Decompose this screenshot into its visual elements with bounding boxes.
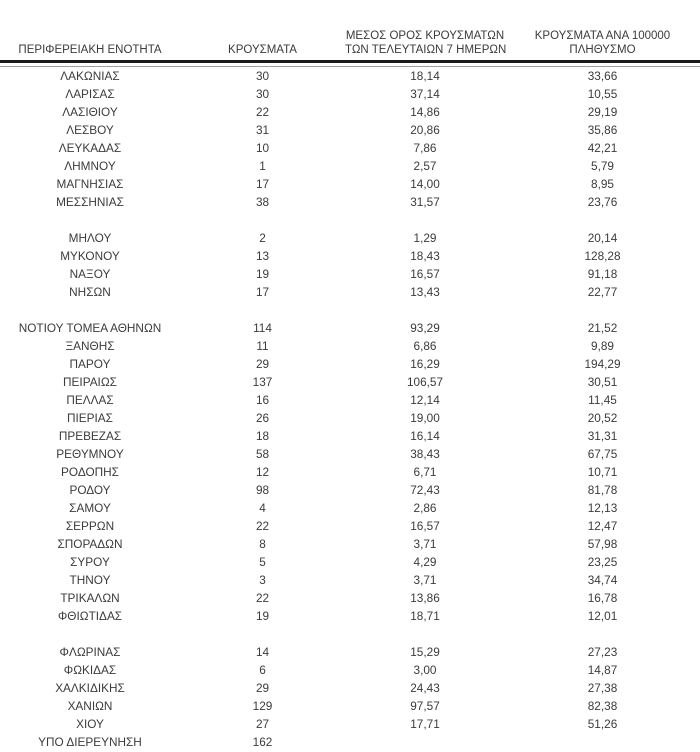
per100k-value: 9,89 [591,339,614,353]
avg7-value: 106,57 [406,375,444,389]
per100k-value: 91,18 [587,267,618,281]
avg7-value: 2,57 [413,159,437,173]
cases-value: 12 [255,465,270,479]
table-row [0,607,700,625]
avg7-value: 2,86 [413,501,437,515]
cases-value: 8 [259,537,266,551]
cases-value: 129 [252,699,273,713]
header-per-100k-line1: ΚΡΟΥΣΜΑΤΑ ΑΝΑ 100000 [534,30,671,42]
region-name: ΜΕΣΣΗΝΙΑΣ [56,195,124,209]
cases-value: 2 [259,231,266,245]
avg7-value: 24,43 [410,681,440,695]
table-row [0,337,700,355]
cases-value: 19 [255,609,270,623]
avg7-value: 12,14 [410,393,440,407]
region-name: ΣΥΡΟΥ [70,555,110,569]
region-name: ΠΙΕΡΙΑΣ [67,411,113,425]
table-row [0,67,700,85]
per100k-value: 67,75 [587,447,618,461]
region-name: ΛΕΥΚΑΔΑΣ [58,141,122,155]
region-name: ΣΑΜΟΥ [69,501,111,515]
per100k-value: 82,38 [587,699,618,713]
cases-value: 18 [255,429,270,443]
avg7-value: 3,71 [413,573,437,587]
region-name: ΣΕΡΡΩΝ [65,519,115,533]
header-cases-label: ΚΡΟΥΣΜΑΤΑ [228,43,297,56]
avg7-value: 6,86 [413,339,437,353]
per100k-value: 12,13 [587,501,618,515]
cases-value: 98 [255,483,270,497]
per100k-value: 21,52 [587,321,618,335]
cases-value: 30 [255,69,270,83]
avg7-value: 18,43 [410,249,440,263]
table-row [0,571,700,589]
cases-value: 16 [255,393,270,407]
avg7-value: 15,29 [410,645,440,659]
avg7-value: 18,14 [410,69,440,83]
region-name: ΤΗΝΟΥ [69,573,111,587]
header-regional-unit-label: ΠΕΡΙΦΕΡΕΙΑΚΗ ΕΝΟΤΗΤΑ [18,43,162,56]
avg7-value: 17,71 [410,717,440,731]
avg7-value: 97,57 [410,699,440,713]
cases-value: 22 [255,105,270,119]
region-name: ΝΗΣΩΝ [69,285,111,299]
per100k-value: 30,51 [587,375,618,389]
cases-value: 10 [255,141,270,155]
cases-value: 17 [255,177,270,191]
per100k-value: 42,21 [587,141,618,155]
region-name: ΣΠΟΡΑΔΩΝ [57,537,123,551]
table-row [0,715,700,733]
avg7-value: 19,00 [410,411,440,425]
table-row [0,661,700,679]
cases-value: 30 [255,87,270,101]
header-avg-7day [345,30,505,60]
spacer-row [0,211,700,229]
avg7-value: 14,00 [410,177,440,191]
cases-value: 3 [259,573,266,587]
table-row [0,121,700,139]
table-row [0,355,700,373]
cases-value: 4 [259,501,266,515]
region-name: ΥΠΟ ΔΙΕΡΕΥΝΗΣΗ [38,735,142,749]
region-name: ΜΑΓΝΗΣΙΑΣ [56,177,124,191]
region-name: ΛΑΡΙΣΑΣ [65,87,115,101]
header-rule [0,60,700,67]
region-name: ΝΑΞΟΥ [69,267,111,281]
per100k-value: 51,26 [587,717,618,731]
per100k-value: 8,95 [591,177,614,191]
avg7-value: 72,43 [410,483,440,497]
table-body [0,67,700,751]
table-row [0,445,700,463]
region-name: ΜΥΚΟΝΟΥ [60,249,120,263]
region-name: ΧΑΛΚΙΔΙΚΗΣ [55,681,125,695]
region-name: ΛΑΚΩΝΙΑΣ [60,69,120,83]
per100k-value: 12,47 [587,519,618,533]
region-name: ΝΟΤΙΟΥ ΤΟΜΕΑ ΑΘΗΝΩΝ [18,321,162,335]
avg7-value: 38,43 [410,447,440,461]
table-row [0,733,700,751]
per100k-value: 20,52 [587,411,618,425]
avg7-value: 3,71 [413,537,437,551]
cases-value: 6 [259,663,266,677]
table-row [0,265,700,283]
regional-cases-table [0,30,700,751]
avg7-value: 13,86 [410,591,440,605]
spacer-cell [0,301,700,319]
per100k-value: 10,71 [587,465,618,479]
table-row [0,463,700,481]
header-per-100k [505,30,700,60]
spacer-row [0,301,700,319]
table-row [0,589,700,607]
table-row [0,193,700,211]
region-name: ΦΩΚΙΔΑΣ [63,663,117,677]
header-avg-7day-line2: ΤΩΝ ΤΕΛΕΥΤΑΙΩΝ 7 ΗΜΕΡΩΝ [345,43,507,56]
cases-value: 11 [256,339,269,353]
avg7-value: 13,43 [410,285,440,299]
table-row [0,499,700,517]
region-name: ΧΙΟΥ [76,717,104,731]
per100k-value: 20,14 [587,231,618,245]
cases-value: 26 [255,411,270,425]
region-name: ΧΑΝΙΩΝ [67,699,113,713]
table-row [0,319,700,337]
cases-value: 1 [259,159,266,173]
table-row [0,85,700,103]
region-name: ΦΘΙΩΤΙΔΑΣ [57,609,123,623]
header-regional-unit [0,30,180,60]
table-row [0,175,700,193]
header-cases [180,30,345,60]
cases-value: 31 [255,123,270,137]
avg7-value: 6,71 [413,465,437,479]
table-header [0,30,700,67]
region-name: ΞΑΝΘΗΣ [65,339,115,353]
region-name: ΛΑΣΙΘΙΟΥ [62,105,118,119]
table-row [0,373,700,391]
table-row [0,427,700,445]
table-row [0,391,700,409]
cases-value: 5 [259,555,266,569]
avg7-value: 16,29 [410,357,440,371]
region-name: ΦΛΩΡΙΝΑΣ [59,645,121,659]
region-name: ΠΕΙΡΑΙΩΣ [63,375,117,389]
cases-value: 17 [255,285,270,299]
table-row [0,139,700,157]
per100k-value: 22,77 [587,285,618,299]
cases-value: 19 [255,267,270,281]
avg7-value: 93,29 [410,321,440,335]
per100k-value: 16,78 [587,591,618,605]
table-row [0,679,700,697]
table-row [0,283,700,301]
cases-value: 22 [255,591,270,605]
cases-value: 13 [255,249,270,263]
avg7-value: 3,00 [413,663,437,677]
avg7-value [345,733,505,751]
per100k-value: 27,23 [587,645,618,659]
cases-value: 58 [255,447,270,461]
cases-value: 22 [255,519,270,533]
region-name: ΡΕΘΥΜΝΟΥ [56,447,124,461]
avg7-value: 16,57 [410,267,440,281]
region-name: ΤΡΙΚΑΛΩΝ [60,591,120,605]
avg7-value: 16,14 [410,429,440,443]
table-row [0,535,700,553]
region-name: ΡΟΔΟΥ [69,483,111,497]
cases-value: 29 [255,357,270,371]
cases-value: 137 [252,375,273,389]
cases-value: 27 [255,717,270,731]
table-row [0,553,700,571]
header-per-100k-line2: ΠΛΗΘΥΣΜΟ [569,43,636,56]
per100k-value: 33,66 [587,69,618,83]
per100k-value: 31,31 [587,429,618,443]
avg7-value: 16,57 [410,519,440,533]
region-name: ΛΕΣΒΟΥ [66,123,114,137]
per100k-value [505,733,700,751]
per100k-value: 23,25 [587,555,618,569]
region-name: ΡΟΔΟΠΗΣ [61,465,119,479]
per100k-value: 23,76 [587,195,618,209]
cases-value: 29 [255,681,270,695]
table-row [0,517,700,535]
region-name: ΜΗΛΟΥ [68,231,112,245]
per100k-value: 12,01 [587,609,618,623]
table-row [0,157,700,175]
avg7-value: 14,86 [410,105,440,119]
per100k-value: 29,19 [587,105,618,119]
cases-value: 162 [252,735,273,749]
avg7-value: 20,86 [410,123,440,137]
header-avg-7day-line1: ΜΕΣΟΣ ΟΡΟΣ ΚΡΟΥΣΜΑΤΩΝ [345,30,505,42]
avg7-value: 4,29 [413,555,437,569]
region-name: ΠΑΡΟΥ [69,357,111,371]
avg7-value: 18,71 [410,609,440,623]
per100k-value: 11,45 [588,393,617,407]
avg7-value: 7,86 [413,141,437,155]
per100k-value: 27,38 [587,681,618,695]
avg7-value: 1,29 [413,231,437,245]
per100k-value: 10,55 [587,87,618,101]
spacer-row [0,625,700,643]
table-row [0,247,700,265]
per100k-value: 81,78 [587,483,618,497]
cases-value: 38 [255,195,270,209]
table-row [0,697,700,715]
avg7-value: 37,14 [410,87,440,101]
table-row [0,481,700,499]
cases-value: 14 [255,645,270,659]
cases-value: 114 [253,321,272,335]
per100k-value: 34,74 [587,573,618,587]
avg7-value: 31,57 [410,195,440,209]
per100k-value: 14,87 [587,663,618,677]
table-row [0,409,700,427]
spacer-cell [0,625,700,643]
table-row [0,643,700,661]
table-row [0,229,700,247]
region-name: ΠΕΛΛΑΣ [66,393,114,407]
per100k-value: 128,28 [584,249,621,263]
per100k-value: 194,29 [584,357,621,371]
per100k-value: 57,98 [587,537,618,551]
spacer-cell [0,211,700,229]
region-name: ΛΗΜΝΟΥ [64,159,116,173]
per100k-value: 5,79 [591,159,614,173]
header-row [0,30,700,60]
per100k-value: 35,86 [587,123,618,137]
region-name: ΠΡΕΒΕΖΑΣ [58,429,122,443]
table-row [0,103,700,121]
